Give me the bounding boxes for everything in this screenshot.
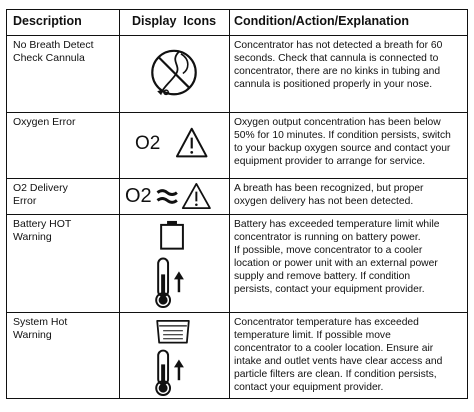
row-icons (119, 113, 229, 178)
battery-hot-icons (119, 215, 229, 312)
row-description: Oxygen Error (13, 116, 76, 128)
warning-triangle-icon (119, 113, 229, 178)
header-description: Description (13, 14, 82, 28)
thermometer-icon (156, 259, 170, 308)
row-description: No Breath Detect Check Cannula (13, 39, 94, 64)
concentrator-icon (157, 321, 189, 343)
row-description: O2 Delivery Error (13, 182, 68, 207)
row-explanation: Battery has exceeded temperature limit while concentrator is running on battery power. If possible, move concentrator to a cooler location or power unit with an external power supply and remove battery. If condition persists, contact your equipment provider. (234, 219, 440, 295)
table-row (7, 312, 467, 398)
row-explanation: Concentrator has not detected a breath for 60 seconds. Check that cannula is connected to concentrator, there are no kinks in tubing and cannula is positioned properly in your nose. (234, 40, 443, 90)
thermometer-icon (156, 351, 170, 395)
row-icons (119, 36, 229, 112)
arrow-up-icon (174, 359, 184, 380)
table-row (7, 214, 467, 312)
header-display-icons: Display Icons (131, 14, 217, 28)
table-row (7, 112, 467, 178)
o2-label: O2 (135, 133, 161, 154)
battery-icon (161, 221, 183, 249)
alarm-table (6, 9, 468, 399)
warning-triangle-icon (183, 184, 210, 208)
row-explanation: Oxygen output concentration has been below 50% for 10 minutes. If condition persists, switch to your backup oxygen source and contact your equipment provider to arrange for service. (234, 117, 451, 167)
row-icons (119, 215, 229, 312)
o2-label: O2 (125, 185, 152, 207)
row-description: Battery HOT Warning (13, 218, 72, 243)
row-description: System Hot Warning (13, 316, 68, 341)
no-breath-cannula-icon (119, 36, 229, 112)
arrow-up-icon (174, 271, 184, 292)
row-explanation: A breath has been recognized, but proper oxygen delivery has not been detected. (234, 183, 424, 207)
table-row (7, 178, 467, 214)
o2-delivery-icons (119, 179, 229, 214)
row-icons (119, 313, 229, 398)
system-hot-icons (119, 313, 229, 398)
row-explanation: Concentrator temperature has exceeded temperature limit. If possible move concentrator to a cooler location. Ensure air intake and outlet vents have clear access and particle filters are clean. If condition persists, contact your equipment provider. (234, 317, 443, 393)
approx-flow-icon (157, 191, 176, 203)
header-explanation: Condition/Action/Explanation (234, 14, 409, 28)
table-row (7, 35, 467, 112)
row-icons (119, 179, 229, 214)
table-header-row (7, 10, 467, 35)
